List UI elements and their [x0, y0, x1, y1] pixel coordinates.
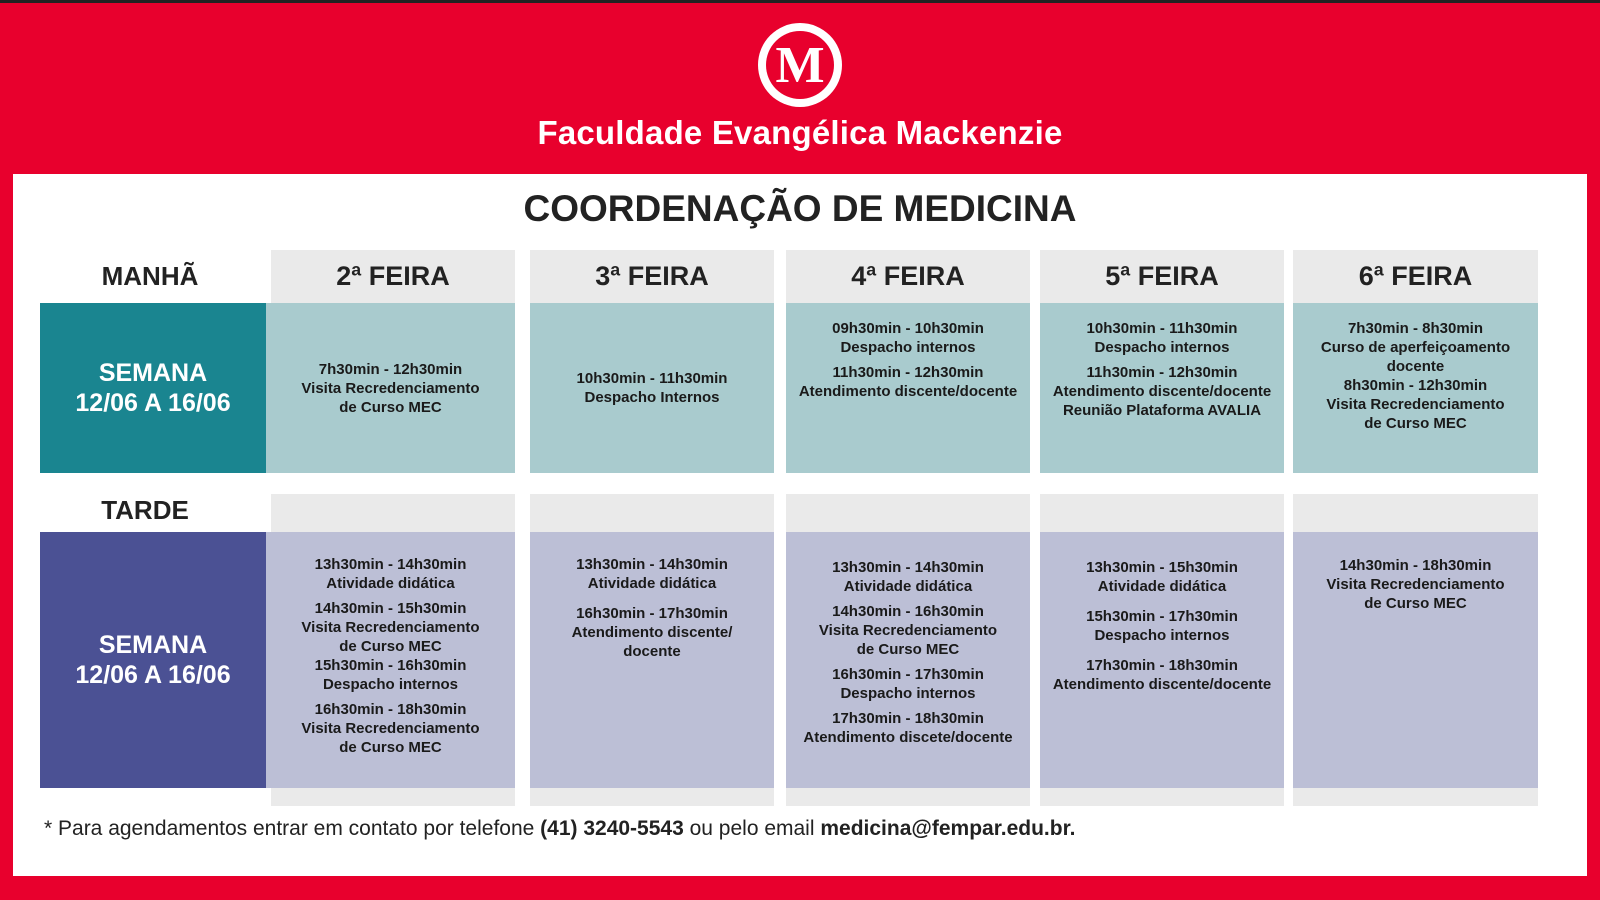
schedule-entry: 16h30min - 17h30min Atendimento discente/ docente	[571, 605, 733, 660]
institution-name: Faculdade Evangélica Mackenzie	[537, 114, 1063, 151]
contact-prefix: * Para agendamentos entrar em contato por telefone	[44, 817, 541, 840]
schedule-entry: 14h30min - 16h30min Visita Recredenciamento de Curso MEC	[818, 603, 998, 658]
afternoon-week-cell	[40, 532, 266, 788]
day-header-friday: 6ª FEIRA	[1293, 250, 1538, 303]
schedule-entry: 13h30min - 15h30min Atividade didática	[1086, 559, 1238, 595]
day-header-monday: 2ª FEIRA	[271, 250, 515, 303]
afternoon-thursday-cell	[1040, 532, 1284, 788]
schedule-entry: 7h30min - 8h30min Curso de aperfeiçoamento docente 8h30min - 12h30min Visita Recredenciamento de Curso MEC	[1320, 320, 1511, 432]
schedule-entry: 10h30min - 11h30min Despacho Internos	[576, 370, 728, 406]
afternoon-header-wednesday	[786, 494, 1030, 532]
schedule-entry: 16h30min - 17h30min Despacho internos	[832, 666, 984, 702]
schedule-entry: 14h30min - 18h30min Visita Recredenciamento de Curso MEC	[1326, 557, 1505, 612]
contact-phone: (41) 3240-5543	[540, 817, 684, 840]
schedule-entry: 15h30min - 17h30min Despacho internos	[1086, 608, 1238, 644]
contact-email: medicina@fempar.edu.br.	[820, 817, 1076, 840]
footer-spacer-wednesday	[786, 788, 1030, 806]
schedule-entry: 13h30min - 14h30min Atividade didática	[576, 556, 728, 592]
day-header-tuesday: 3ª FEIRA	[530, 250, 774, 303]
afternoon-header-tuesday	[530, 494, 774, 532]
afternoon-week-title: SEMANA	[98, 631, 208, 659]
contact-middle: ou pelo email	[683, 817, 821, 840]
footer-spacer-thursday	[1040, 788, 1284, 806]
schedule-entry: 16h30min - 18h30min Visita Recredenciamento de Curso MEC	[301, 701, 480, 756]
morning-friday-cell	[1293, 303, 1538, 473]
afternoon-week-dates: 12/06 A 16/06	[75, 661, 231, 689]
footer-spacer-friday	[1293, 788, 1538, 806]
mackenzie-logo-icon	[758, 23, 842, 107]
day-header-wednesday: 4ª FEIRA	[786, 250, 1030, 303]
morning-week-cell	[40, 303, 266, 473]
schedule-entry: 11h30min - 12h30min Atendimento discente/docente Reunião Plataforma AVALIA	[1052, 364, 1272, 419]
schedule-entry: 13h30min - 14h30min Atividade didática	[314, 556, 467, 592]
afternoon-friday-cell	[1293, 532, 1538, 788]
afternoon-monday-cell	[266, 532, 515, 788]
morning-monday-cell	[266, 303, 515, 473]
morning-week-dates: 12/06 A 16/06	[75, 389, 231, 417]
schedule-entry: 13h30min - 14h30min Atividade didática	[832, 559, 984, 595]
schedule-entry: 10h30min - 11h30min Despacho internos	[1086, 320, 1238, 356]
day-header-thursday: 5ª FEIRA	[1040, 250, 1284, 303]
morning-wednesday-cell	[786, 303, 1030, 473]
afternoon-label: TARDE	[101, 495, 189, 525]
contact-note	[44, 817, 1075, 841]
afternoon-tuesday-cell	[530, 532, 774, 788]
top-border	[0, 0, 1600, 3]
footer-spacer-monday	[271, 788, 515, 806]
morning-label: MANHÃ	[101, 261, 199, 291]
footer-spacer-tuesday	[530, 788, 774, 806]
morning-week-title: SEMANA	[98, 359, 208, 387]
morning-tuesday-cell	[530, 303, 774, 473]
afternoon-header-friday	[1293, 494, 1538, 532]
schedule-entry: 14h30min - 15h30min Visita Recredenciamento de Curso MEC 15h30min - 16h30min Despacho internos	[301, 600, 480, 693]
afternoon-header-thursday	[1040, 494, 1284, 532]
logo-letter: M	[775, 37, 825, 94]
afternoon-wednesday-cell	[786, 532, 1030, 788]
morning-thursday-cell	[1040, 303, 1284, 473]
afternoon-header-monday	[271, 494, 515, 532]
schedule-entry: 7h30min - 12h30min Visita Recredenciamento de Curso MEC	[301, 360, 480, 416]
schedule-entry: 17h30min - 18h30min Atendimento discente/docente	[1052, 657, 1272, 693]
schedule-entry: 17h30min - 18h30min Atendimento discete/docente	[803, 710, 1013, 746]
schedule-entry: 09h30min - 10h30min Despacho internos	[832, 320, 984, 356]
schedule-card	[13, 174, 1587, 876]
page-title: COORDENAÇÃO DE MEDICINA	[523, 188, 1077, 229]
schedule-entry: 11h30min - 12h30min Atendimento discente/docente	[798, 364, 1018, 400]
